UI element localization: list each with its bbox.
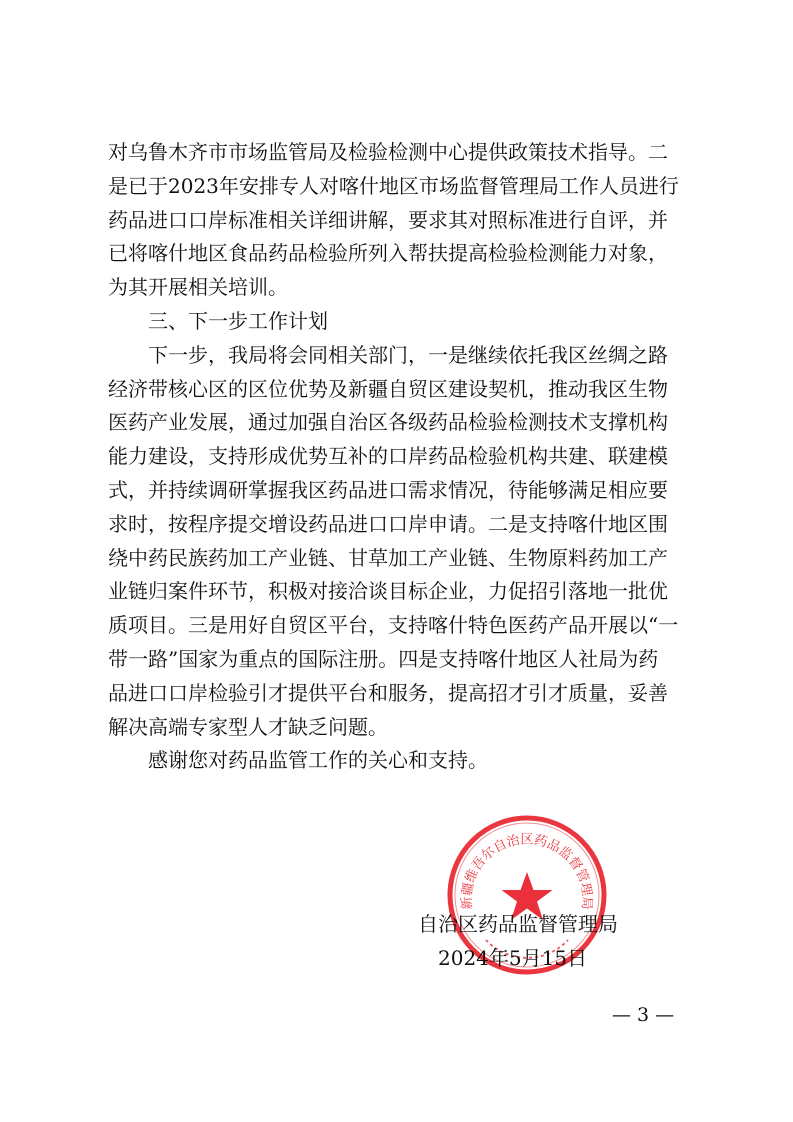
line: 求时，按程序提交增设药品进口口岸申请。二是支持喀什地区围 (108, 511, 668, 536)
line: 绕中药民族药加工产业链、甘草加工产业链、生物原料药加工产 (108, 545, 668, 570)
seal-text: 新疆维吾尔自治区药品监督管理局 (459, 832, 595, 911)
line: 是已于2023年安排专人对喀什地区市场监督管理局工作人员进行 (108, 173, 679, 198)
paragraph-next-steps (108, 339, 698, 745)
paragraph-thanks (108, 744, 698, 778)
line: 药品进口口岸标准相关详细讲解，要求其对照标准进行自评，并 (108, 207, 668, 232)
page-number: — 3 — (612, 1004, 675, 1026)
paragraph-continued (108, 136, 698, 305)
line: 质项目。三是用好自贸区平台，支持喀什特色医药产品开展以“一 (108, 613, 679, 638)
line: 感谢您对药品监管工作的关心和支持。 (148, 748, 488, 773)
signature-date: 2024年5月15日 (438, 946, 588, 970)
line: 解决高端专家型人才缺乏问题。 (108, 714, 388, 739)
line: 已将喀什地区食品药品检验所列入帮扶提高检验检测能力对象， (108, 241, 668, 266)
body-text (108, 136, 698, 778)
line: 式，并持续调研掌握我区药品进口需求情况，待能够满足相应要 (108, 477, 668, 502)
line: 对乌鲁木齐市市场监管局及检验检测中心提供政策技术指导。二 (108, 140, 668, 164)
line: 医药产业发展，通过加强自治区各级药品检验检测技术支撑机构 (108, 410, 668, 435)
signature-organization: 自治区药品监督管理局 (418, 912, 618, 936)
line: 经济带核心区的区位优势及新疆自贸区建设契机，推动我区生物 (108, 376, 668, 401)
line: 为其开展相关培训。 (108, 275, 288, 300)
line: 业链归案件环节，积极对接洽谈目标企业，力促招引落地一批优 (108, 579, 668, 604)
line: 下一步，我局将会同相关部门，一是继续依托我区丝绸之路 (148, 342, 668, 367)
line: 品进口口岸检验引才提供平台和服务，提高招才引才质量，妥善 (108, 680, 668, 705)
line: 能力建设，支持形成优势互补的口岸药品检验机构共建、联建模 (108, 444, 668, 469)
section-heading: 三、下一步工作计划 (148, 308, 328, 333)
line: 带一路”国家为重点的国际注册。四是支持喀什地区人社局为药 (108, 646, 659, 671)
